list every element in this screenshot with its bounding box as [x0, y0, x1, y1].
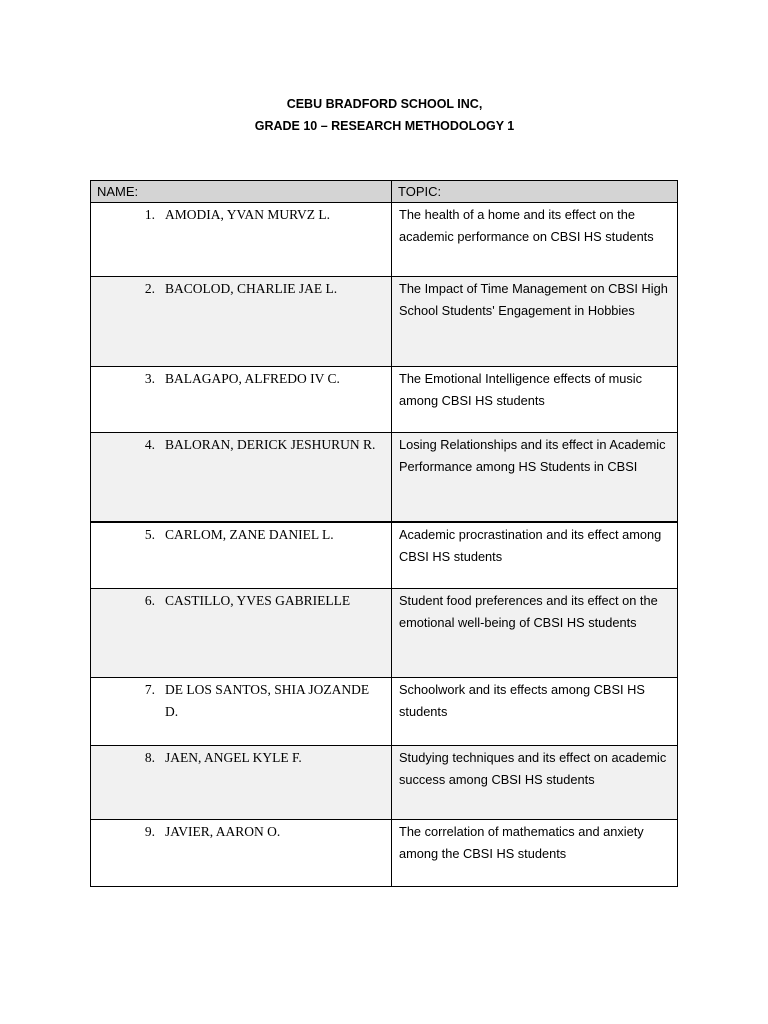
student-name: BALAGAPO, ALFREDO IV C. — [165, 371, 340, 386]
student-name-cell — [91, 367, 392, 433]
class-title: GRADE 10 – RESEARCH METHODOLOGY 1 — [254, 119, 515, 133]
row-number: 9. — [144, 824, 155, 839]
student-name-cell — [91, 746, 392, 820]
research-topic: The health of a home and its effect on the academic performance on CBSI HS students — [392, 203, 678, 277]
student-name-cell — [91, 277, 392, 367]
row-number: 7. — [144, 682, 155, 697]
student-name-cell — [91, 203, 392, 277]
student-name-cell — [91, 678, 392, 746]
research-topic: The Emotional Intelligence effects of music among CBSI HS students — [392, 367, 678, 433]
table-row — [91, 203, 678, 277]
student-name: DE LOS SANTOS, SHIA JOZANDE D. — [165, 682, 370, 719]
student-name: CASTILLO, YVES GABRIELLE — [165, 593, 351, 608]
row-number: 1. — [144, 207, 155, 222]
row-number: 8. — [144, 750, 155, 765]
row-number: 2. — [144, 281, 155, 296]
student-name-cell — [91, 522, 392, 589]
student-name: AMODIA, YVAN MURVZ L. — [165, 207, 331, 222]
row-number: 6. — [144, 593, 155, 608]
name-column-header: NAME: — [91, 181, 392, 203]
research-topic: Schoolwork and its effects among CBSI HS students — [392, 678, 678, 746]
table-header-row — [91, 181, 678, 203]
table-row — [91, 820, 678, 887]
research-topic: Losing Relationships and its effect in Academic Performance among HS Students in CBSI — [392, 433, 678, 523]
student-name-cell — [91, 433, 392, 523]
student-name: CARLOM, ZANE DANIEL L. — [165, 527, 334, 542]
table-row — [91, 746, 678, 820]
table-row — [91, 433, 678, 523]
student-name: BALORAN, DERICK JESHURUN R. — [165, 437, 376, 452]
table-row — [91, 277, 678, 367]
school-name: CEBU BRADFORD SCHOOL INC, — [286, 97, 483, 111]
student-name: JAEN, ANGEL KYLE F. — [165, 750, 302, 765]
student-name-cell — [91, 589, 392, 678]
research-topic: Academic procrastination and its effect among CBSI HS students — [392, 522, 678, 589]
research-topic: The correlation of mathematics and anxiety among the CBSI HS students — [392, 820, 678, 887]
research-topic: The Impact of Time Management on CBSI High School Students' Engagement in Hobbies — [392, 277, 678, 367]
student-name-cell — [91, 820, 392, 887]
student-topic-table — [90, 180, 678, 887]
document-header — [0, 93, 768, 137]
topic-column-header: TOPIC: — [392, 181, 678, 203]
table-row — [91, 589, 678, 678]
row-number: 5. — [144, 527, 155, 542]
research-topic: Student food preferences and its effect on the emotional well-being of CBSI HS students — [392, 589, 678, 678]
table-row — [91, 522, 678, 589]
table-row — [91, 678, 678, 746]
research-topic: Studying techniques and its effect on academic success among CBSI HS students — [392, 746, 678, 820]
table-row — [91, 367, 678, 433]
student-name: BACOLOD, CHARLIE JAE L. — [165, 281, 338, 296]
row-number: 3. — [144, 371, 155, 386]
student-name: JAVIER, AARON O. — [165, 824, 281, 839]
row-number: 4. — [144, 437, 155, 452]
